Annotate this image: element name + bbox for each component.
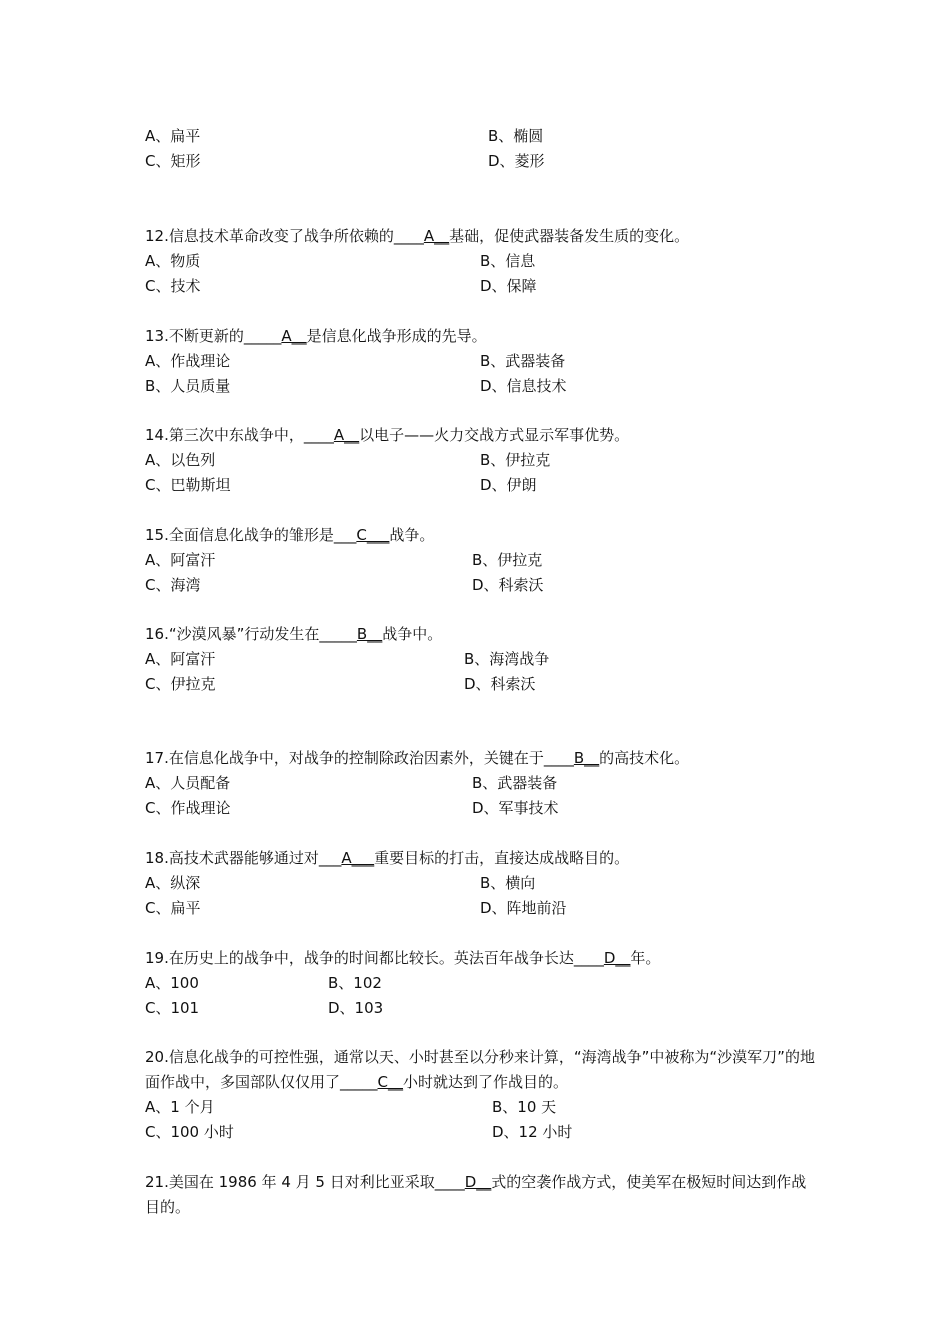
option-d: D、12 小时 [492, 1123, 573, 1141]
question-stem [145, 224, 815, 249]
answer-fill: A___ [341, 849, 375, 867]
option-c: C、扁平 [145, 899, 201, 917]
option-row [145, 124, 815, 149]
question-18 [145, 846, 815, 921]
option-row [145, 1120, 815, 1145]
option-row [145, 647, 815, 672]
option-d: D、科索沃 [472, 576, 544, 594]
option-d: D、菱形 [488, 152, 545, 170]
question-21 [145, 1170, 815, 1220]
stem-text: 17.在信息化战争中，对战争的控制除政治因素外，关键在于 [145, 749, 544, 767]
option-b: B、伊拉克 [480, 451, 551, 469]
option-row [145, 996, 815, 1021]
option-c: C、101 [145, 999, 200, 1017]
option-b: B、海湾战争 [464, 650, 550, 668]
stem-text: 13.不断更新的 [145, 327, 244, 345]
option-a: A、扁平 [145, 127, 201, 145]
blank-underline: ____ [303, 426, 334, 444]
question-14 [145, 423, 815, 498]
question-stem [145, 946, 815, 971]
option-b: B、信息 [480, 252, 536, 270]
option-b: B、伊拉克 [472, 551, 543, 569]
option-row [145, 1095, 815, 1120]
blank-underline: ___ [333, 526, 357, 544]
stem-text-end: 是信息化战争形成的先导。 [306, 327, 487, 345]
blank-underline: ____ [573, 949, 604, 967]
stem-text-end: 的高技术化。 [599, 749, 690, 767]
option-c: B、人员质量 [145, 377, 231, 395]
option-d: D、军事技术 [472, 799, 559, 817]
option-a: A、物质 [145, 252, 201, 270]
stem-text: 18.高技术武器能够通过对 [145, 849, 319, 867]
option-row [145, 771, 815, 796]
stem-text-end: 战争中。 [382, 625, 443, 643]
blank-underline: ____ [543, 749, 574, 767]
option-c: C、海湾 [145, 576, 201, 594]
stem-text-end: 年。 [630, 949, 661, 967]
option-row [145, 573, 815, 598]
answer-fill: D__ [464, 1173, 492, 1191]
stem-text: 16.“沙漠风暴”行动发生在 [145, 625, 320, 643]
option-row [145, 473, 815, 498]
option-d: D、保障 [480, 277, 537, 295]
option-row [145, 896, 815, 921]
question-12 [145, 224, 815, 299]
option-c: C、作战理论 [145, 799, 231, 817]
blank-underline: _____ [340, 1073, 378, 1091]
question-stem [145, 746, 815, 771]
stem-text: 14.第三次中东战争中， [145, 426, 304, 444]
question-stem [145, 1045, 815, 1095]
question-17 [145, 746, 815, 821]
option-row [145, 672, 815, 697]
option-row [145, 149, 815, 174]
stem-text: 19.在历史上的战争中，战争的时间都比较长。英法百年战争长达 [145, 949, 574, 967]
answer-fill: B__ [573, 749, 600, 767]
question-19 [145, 946, 815, 1021]
answer-fill: C__ [377, 1073, 403, 1091]
answer-fill: C___ [356, 526, 390, 544]
option-b: B、椭圆 [488, 127, 544, 145]
option-a: A、作战理论 [145, 352, 231, 370]
question-stem [145, 846, 815, 871]
blank-underline: ____ [434, 1173, 465, 1191]
option-d: D、科索沃 [464, 675, 536, 693]
option-row [145, 548, 815, 573]
option-d: D、103 [328, 999, 384, 1017]
option-a: A、阿富汗 [145, 650, 216, 668]
option-row [145, 274, 815, 299]
question-13 [145, 324, 815, 399]
option-row [145, 249, 815, 274]
stem-text-end: 基础，促使武器装备发生质的变化。 [449, 227, 690, 245]
question-15 [145, 523, 815, 598]
option-c: C、伊拉克 [145, 675, 216, 693]
question-stem [145, 1170, 815, 1220]
option-a: A、以色列 [145, 451, 216, 469]
option-row [145, 349, 815, 374]
question-stem [145, 523, 815, 548]
option-c: C、技术 [145, 277, 201, 295]
question-stem [145, 324, 815, 349]
answer-fill: D__ [603, 949, 631, 967]
stem-text: 21.美国在 1986 年 4 月 5 日对利比亚采取 [145, 1173, 435, 1191]
stem-text: 12.信息技术革命改变了战争所依赖的 [145, 227, 394, 245]
stem-text-end: 重要目标的打击，直接达成战略目的。 [374, 849, 630, 867]
blank-underline: _____ [243, 327, 282, 345]
option-a: A、阿富汗 [145, 551, 216, 569]
stem-text: 20.信息化战争的可控性强，通常以天、小时甚至以分秒来计算，“海湾战争”中被称为“沙漠军刀”的地面作战中，多国部队仅仅用了 [145, 1048, 815, 1091]
question-16 [145, 622, 815, 697]
stem-text-end: 式的空袭作战方式，使美军在极短时间达到作战目的。 [145, 1173, 807, 1216]
option-d: D、信息技术 [480, 377, 567, 395]
option-a: A、100 [145, 974, 199, 992]
option-d: D、伊朗 [480, 476, 537, 494]
stem-text-end: 战争。 [389, 526, 435, 544]
blank-underline: ___ [318, 849, 342, 867]
question-20 [145, 1045, 815, 1145]
option-a: A、人员配备 [145, 774, 231, 792]
option-b: B、10 天 [492, 1098, 557, 1116]
option-row [145, 871, 815, 896]
blank-underline: _____ [319, 625, 357, 643]
question-stem [145, 622, 815, 647]
stem-text-end: 以电子——火力交战方式显示军事优势。 [359, 426, 630, 444]
option-a: A、纵深 [145, 874, 201, 892]
option-d: D、阵地前沿 [480, 899, 567, 917]
option-row [145, 374, 815, 399]
option-b: B、横向 [480, 874, 536, 892]
answer-fill: A__ [333, 426, 360, 444]
option-c: C、100 小时 [145, 1123, 234, 1141]
question-11 [145, 124, 815, 174]
option-c: C、矩形 [145, 152, 201, 170]
answer-fill: B__ [356, 625, 383, 643]
option-b: B、武器装备 [480, 352, 566, 370]
answer-fill: A__ [281, 327, 307, 345]
option-b: B、102 [328, 974, 382, 992]
stem-text-end: 小时就达到了作战目的。 [403, 1073, 569, 1091]
option-a: A、1 个月 [145, 1098, 215, 1116]
option-row [145, 448, 815, 473]
answer-fill: A__ [423, 227, 450, 245]
question-stem [145, 423, 815, 448]
option-c: C、巴勒斯坦 [145, 476, 231, 494]
option-row [145, 796, 815, 821]
option-b: B、武器装备 [472, 774, 558, 792]
stem-text: 15.全面信息化战争的雏形是 [145, 526, 334, 544]
option-row [145, 971, 815, 996]
blank-underline: ____ [393, 227, 424, 245]
